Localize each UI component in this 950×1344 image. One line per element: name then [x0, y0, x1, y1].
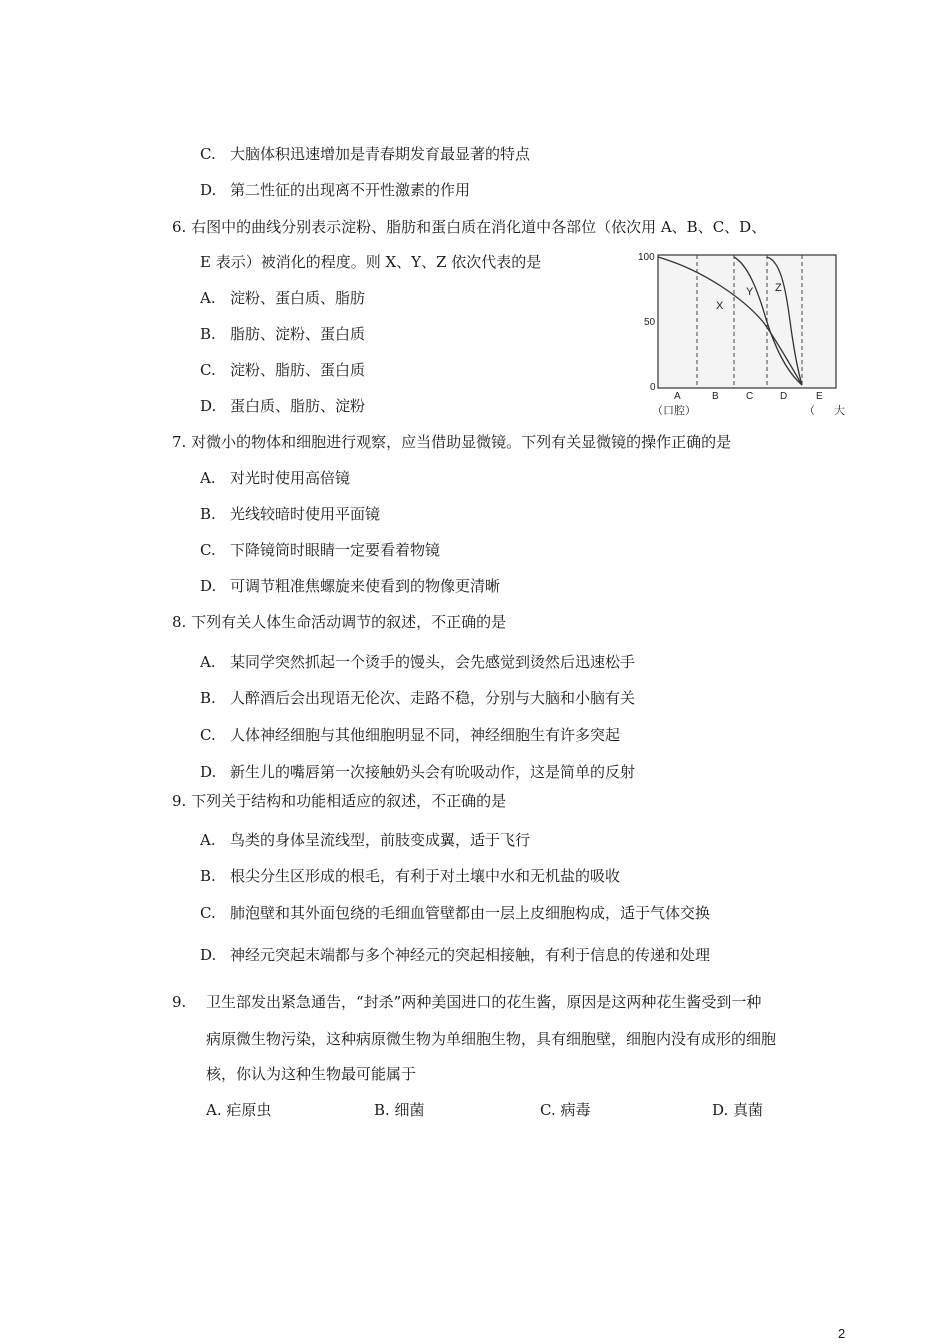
q8-option-b — [200, 688, 635, 708]
q6-option-d — [200, 396, 365, 416]
q6-option-b — [200, 324, 365, 344]
caption-right-char: 大 — [834, 405, 845, 417]
digestion-curve-figure — [636, 251, 850, 423]
option-letter: B. — [200, 505, 216, 523]
option-letter: A. — [200, 289, 216, 307]
option-text: 淀粉、蛋白质、脂肪 — [230, 289, 366, 307]
option-letter: C. — [200, 145, 216, 163]
q7-option-d — [200, 576, 500, 596]
option-text: 神经元突起末端都与多个神经元的突起相接触，有利于信息的传递和处理 — [230, 946, 711, 964]
option-letter: B. — [200, 689, 216, 707]
option-text: 可调节粗准焦螺旋来使看到的物像更清晰 — [230, 577, 501, 595]
option-text: 人体神经细胞与其他细胞明显不同，神经细胞生有许多突起 — [230, 726, 621, 744]
curve-label-x: X — [716, 300, 724, 312]
q9b-choice-a: A. 疟原虫 — [206, 1101, 272, 1119]
option-text: 光线较暗时使用平面镜 — [230, 505, 381, 523]
option-text: 新生儿的嘴唇第一次接触奶头会有吮吸动作，这是简单的反射 — [230, 763, 636, 781]
option-letter: C. — [200, 361, 216, 379]
option-text: 根尖分生区形成的根毛，有利于对土壤中水和无机盐的吸收 — [230, 867, 621, 885]
x-label-d: D — [780, 391, 788, 402]
x-label-a: A — [674, 391, 681, 402]
x-label-b: B — [712, 391, 719, 402]
curve-label-z: Z — [775, 282, 782, 294]
q9-option-d — [200, 945, 710, 965]
y-tick-50: 50 — [644, 317, 656, 328]
q6-stem-line2: E 表示）被消化的程度。则 X、Y、Z 依次代表的是 — [200, 253, 542, 271]
page-number: 2 — [838, 1326, 846, 1341]
q8-stem: 8. 下列有关人体生命活动调节的叙述，不正确的是 — [172, 613, 507, 631]
caption-mouth: （口腔） — [652, 405, 696, 417]
q6-option-a — [200, 288, 365, 308]
q8-option-d — [200, 762, 635, 782]
option-letter: A. — [200, 653, 216, 671]
plot-frame — [658, 255, 836, 388]
q9b-stem-line3: 核，你认为这种生物最可能属于 — [206, 1065, 417, 1083]
q9b-stem-line2: 病原微生物污染，这种病原微生物为单细胞生物，具有细胞壁，细胞内没有成形的细胞 — [206, 1030, 777, 1048]
q8-option-a — [200, 652, 635, 672]
x-label-e: E — [816, 391, 823, 402]
option-letter: C. — [200, 904, 216, 922]
option-text: 蛋白质、脂肪、淀粉 — [230, 397, 366, 415]
option-text: 淀粉、脂肪、蛋白质 — [230, 361, 366, 379]
option-text: 下降镜筒时眼睛一定要看着物镜 — [230, 541, 441, 559]
q7-option-a — [200, 468, 350, 488]
option-letter: D. — [200, 946, 217, 964]
q9-stem: 9. 下列关于结构和功能相适应的叙述，不正确的是 — [172, 792, 507, 810]
q9-option-a — [200, 830, 530, 850]
q7-stem: 7. 对微小的物体和细胞进行观察，应当借助显微镜。下列有关显微镜的操作正确的是 — [172, 433, 732, 451]
x-label-c: C — [746, 391, 754, 402]
q9b-stem-line1: 卫生部发出紧急通告，“封杀”两种美国进口的花生酱，原因是这两种花生酱受到一种 — [206, 993, 762, 1011]
option-text: 某同学突然抓起一个烫手的馒头，会先感觉到烫然后迅速松手 — [230, 653, 636, 671]
option-text: 肺泡壁和其外面包绕的毛细血管壁都由一层上皮细胞构成，适于气体交换 — [230, 904, 711, 922]
caption-right-paren: （ — [804, 405, 815, 417]
option-text: 第二性征的出现离不开性激素的作用 — [230, 181, 471, 199]
option-letter: C. — [200, 541, 216, 559]
q9b-number: 9. — [172, 993, 187, 1011]
option-text: 人醉酒后会出现语无伦次、走路不稳，分别与大脑和小脑有关 — [230, 689, 636, 707]
y-tick-0: 0 — [650, 382, 656, 393]
option-letter: D. — [200, 577, 217, 595]
q8-option-c — [200, 725, 620, 745]
option-letter: D. — [200, 181, 217, 199]
q9b-choice-b: B. 细菌 — [374, 1101, 425, 1119]
q6-option-c — [200, 360, 365, 380]
option-letter: A. — [200, 831, 216, 849]
q7-option-b — [200, 504, 380, 524]
option-letter: B. — [200, 325, 216, 343]
q9-option-b — [200, 866, 620, 886]
option-letter: A. — [200, 469, 216, 487]
q7-option-c — [200, 540, 440, 560]
option-letter: D. — [200, 763, 217, 781]
q5-option-c — [200, 144, 530, 164]
q6-stem-line1: 6. 右图中的曲线分别表示淀粉、脂肪和蛋白质在消化道中各部位（依次用 A、B、C、D、 — [172, 218, 767, 236]
option-letter: C. — [200, 726, 216, 744]
curve-label-y: Y — [746, 286, 754, 298]
digestion-curve-svg — [636, 251, 850, 423]
option-text: 鸟类的身体呈流线型，前肢变成翼，适于飞行 — [230, 831, 531, 849]
q9b-choice-c: C. 病毒 — [540, 1101, 591, 1119]
option-text: 脂肪、淀粉、蛋白质 — [230, 325, 366, 343]
option-letter: B. — [200, 867, 216, 885]
q9b-choice-d: D. 真菌 — [712, 1101, 764, 1119]
option-letter: D. — [200, 397, 217, 415]
y-tick-100: 100 — [638, 252, 655, 263]
q9-option-c — [200, 903, 710, 923]
option-text: 对光时使用高倍镜 — [230, 469, 351, 487]
q5-option-d — [200, 180, 470, 200]
option-text: 大脑体积迅速增加是青春期发育最显著的特点 — [230, 145, 531, 163]
